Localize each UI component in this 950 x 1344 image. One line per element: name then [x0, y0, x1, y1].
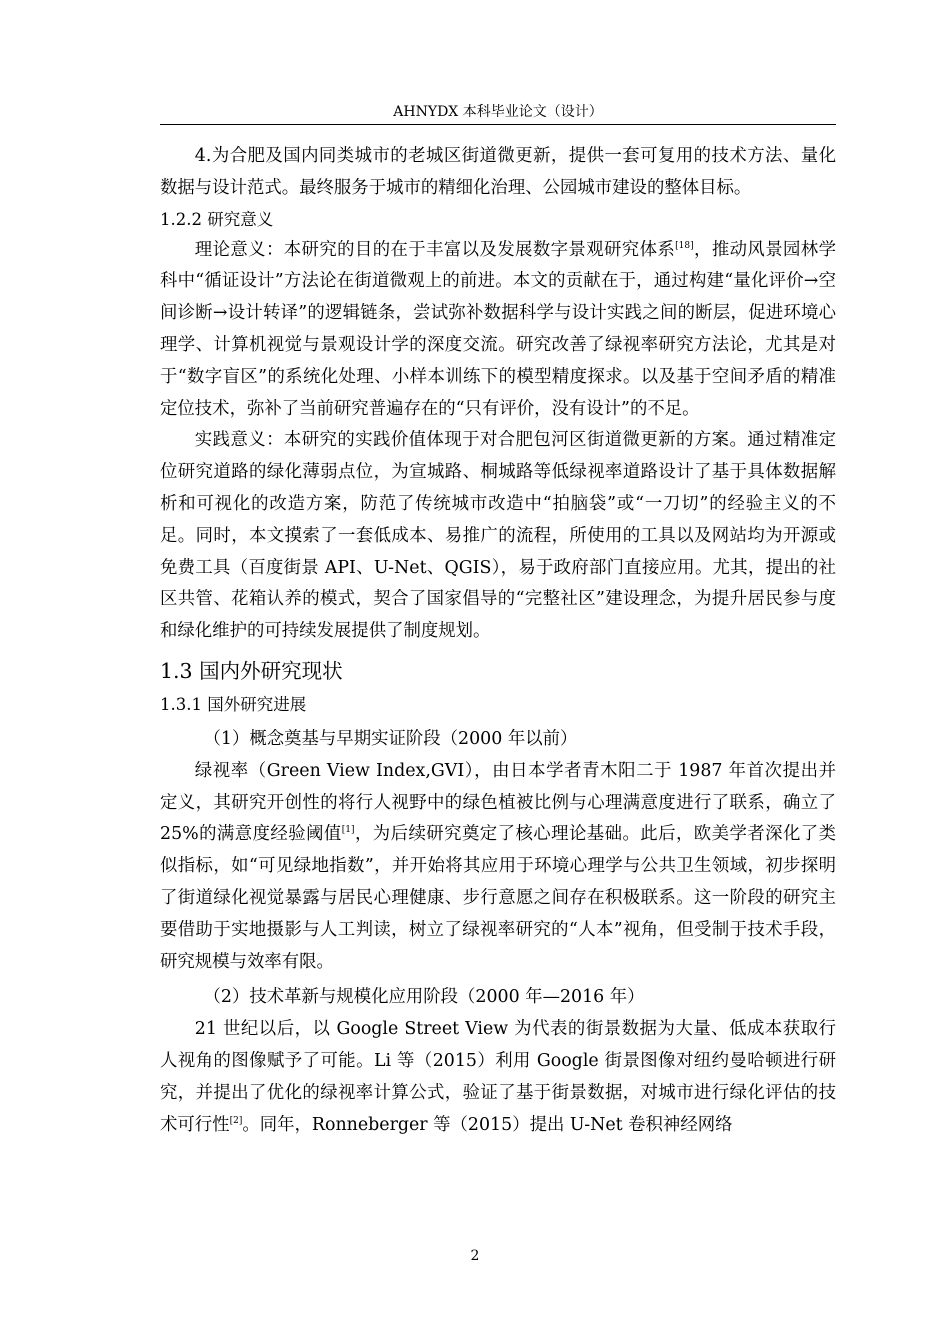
subheading-stage-2: （2）技术革新与规模化应用阶段（2000 年—2016 年）	[203, 987, 645, 1008]
paragraph-text: 理论意义：本研究的目的在于丰富以及发展数字景观研究体系	[194, 239, 676, 260]
paragraph-text: ，推动风景园林学科中“循证设计”方法论在街道微观上的前进。本文的贡献在于，通过构建“量化评价→空间诊断→设计转译”的逻辑链条，尝试弥补数据科学与设计实践之间的断层，促进环境心理学、计算机视觉与景观设计学的深度交流。研究改善了绿视率研究方法论，尤其是对于“数字盲区”的系统化处理、小样本训练下的模型精度探求。以及基于空间矛盾的精准定位技术，弥补了当前研究普遍存在的“只有评价，没有设计”的不足。	[160, 239, 836, 419]
heading-1-3-1: 1.3.1 国外研究进展	[160, 694, 307, 714]
paragraph-goal-4: 4.为合肥及国内同类城市的老城区街道微更新，提供一套可复用的技术方法、量化数据与设计范式。最终服务于城市的精细化治理、公园城市建设的整体目标。	[160, 146, 836, 198]
heading-1-2-2: 1.2.2 研究意义	[160, 209, 274, 229]
paragraph-text: 21 世纪以后，以 Google Street View 为代表的街景数据为大量、低成本获取行人视角的图像赋予了可能。Li 等（2015）利用 Google 街景图像对纽约曼哈顿进行研究，并提出了优化的绿视率计算公式，验证了基于街景数据，对城市进行绿化评估的技术可行性	[160, 1019, 836, 1135]
paragraph-street-view	[160, 1014, 836, 1141]
paragraph-text: ，为后续研究奠定了核心理论基础。此后，欧美学者深化了类似指标，如“可见绿地指数”，并开始将其应用于环境心理学与公共卫生领域，初步探明了街道绿化视觉暴露与居民心理健康、步行意愿之间存在积极联系。这一阶段的研究主要借助于实地摄影与人工判读，树立了绿视率研究的“人本”视角，但受制于技术手段，研究规模与效率有限。	[160, 824, 836, 972]
subheading-stage-1: （1）概念奠基与早期实证阶段（2000 年以前）	[203, 728, 578, 749]
paragraph-text: 。同年，Ronneberger 等（2015）提出 U-Net 卷积神经网络	[242, 1114, 733, 1135]
paragraph-practical-significance: 实践意义：本研究的实践价值体现于对合肥包河区街道微更新的方案。通过精准定位研究道路的绿化薄弱点位，为宣城路、桐城路等低绿视率道路设计了基于具体数据解析和可视化的改造方案，防范了传统城市改造中“拍脑袋”或“一刀切”的经验主义的不足。同时，本文摸索了一套低成本、易推广的流程，所使用的工具以及网站均为开源或免费工具（百度街景 API、U-Net、QGIS），易于政府部门直接应用。尤其，提出的社区共管、花箱认养的模式，契合了国家倡导的“完整社区”建设理念，为提升居民参与度和绿化维护的可持续发展提供了制度规划。	[160, 430, 836, 642]
paragraph-theoretical-significance	[160, 235, 836, 426]
header-divider	[160, 124, 836, 125]
heading-1-3: 1.3 国内外研究现状	[160, 658, 343, 683]
page-number: 2	[470, 1248, 480, 1264]
paragraph-text: 绿视率（Green View Index,GVI），由日本学者青木阳二于 1987 年首次提出并定义，其研究开创性的将行人视野中的绿色植被比例与心理满意度进行了联系，确立了 25%的满意度经验阈值	[160, 760, 836, 845]
running-header: AHNYDX 本科毕业论文（设计）	[393, 104, 603, 120]
citation-ref: [18]	[675, 240, 694, 251]
paragraph-gvi-origin	[160, 756, 836, 979]
document-body	[160, 141, 836, 1141]
citation-ref: [1]	[341, 825, 355, 836]
citation-ref: [2]	[229, 1115, 243, 1126]
